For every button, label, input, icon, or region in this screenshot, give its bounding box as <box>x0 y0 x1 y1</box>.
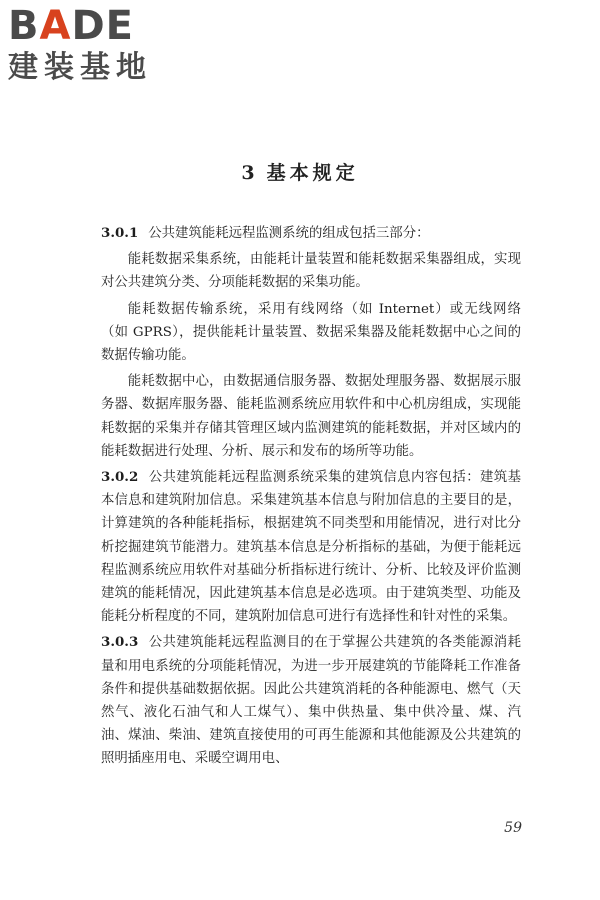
paragraph: 能耗数据采集系统，由能耗计量装置和能耗数据采集器组成，实现对公共建筑分类、分项能耗数据的采集功能。 <box>101 252 521 291</box>
logo-letter-a-accent: A <box>39 3 72 49</box>
clause-lead-text: 公共建筑能耗远程监测目的在于掌握公共建筑的各类能源消耗量和用电系统的分项能耗情况，为进一步开展建筑的节能降耗工作准备条件和提供基础数据依据。因此公共建筑消耗的各种能源电、燃气（天然气、液化石油气和人工煤气）、集中供热量、集中供冷量、煤、汽油、煤油、柴油、建筑直接使用的可再生能源和其他能源及公共建筑的照明插座用电、采暖空调用电、 <box>101 635 521 767</box>
clause-number: 3.0.2 <box>101 469 139 486</box>
chapter-number: 3 <box>241 162 259 184</box>
paragraph: 能耗数据传输系统，采用有线网络（如 Internet）或无线网络（如 GPRS），提供能耗计量装置、数据采集器及能耗数据中心之间的数据传输功能。 <box>101 301 521 364</box>
clause-lead-text: 公共建筑能耗远程监测系统采集的建筑信息内容包括：建筑基本信息和建筑附加信息。采集建筑基本信息与附加信息的主要目的是，计算建筑的各种能耗指标，根据建筑不同类型和用能情况，进行对比分析挖掘建筑节能潜力。建筑基本信息是分析指标的基础，为便于能耗远程监测系统应用软件对基础分析指标进行统计、分析、比较及评价监测建筑的能耗情况，因此建筑基本信息是必选项。由于建筑类型、功能及能耗分析程度的不同，建筑附加信息可进行有选择性和针对性的采集。 <box>101 470 521 625</box>
clause-3-0-2 <box>101 466 521 628</box>
chapter-title <box>0 158 600 185</box>
clause-lead-text: 公共建筑能耗远程监测系统的组成包括三部分： <box>148 226 430 241</box>
logo-wordmark <box>8 4 178 48</box>
page-number: 59 <box>504 820 522 836</box>
clause-3-0-3 <box>101 631 521 770</box>
logo-subtitle: 建装基地 <box>8 50 152 85</box>
clause-3-0-1 <box>101 222 521 245</box>
paragraph: 能耗数据中心，由数据通信服务器、数据处理服务器、数据展示服务器、数据库服务器、能耗监测系统应用软件和中心机房组成，实现能耗数据的采集并存储其管理区域内监测建筑的能耗数据，并对区域内的能耗数据进行处理、分析、展示和发布的场所等功能。 <box>101 374 521 459</box>
page-body <box>101 222 521 774</box>
logo-letter-b: B <box>8 3 40 49</box>
bade-logo <box>8 4 178 86</box>
clause-number: 3.0.3 <box>101 634 139 651</box>
clause-number: 3.0.1 <box>101 225 139 241</box>
chapter-name: 基本规定 <box>266 162 359 184</box>
logo-letters-de: DE <box>71 3 134 49</box>
